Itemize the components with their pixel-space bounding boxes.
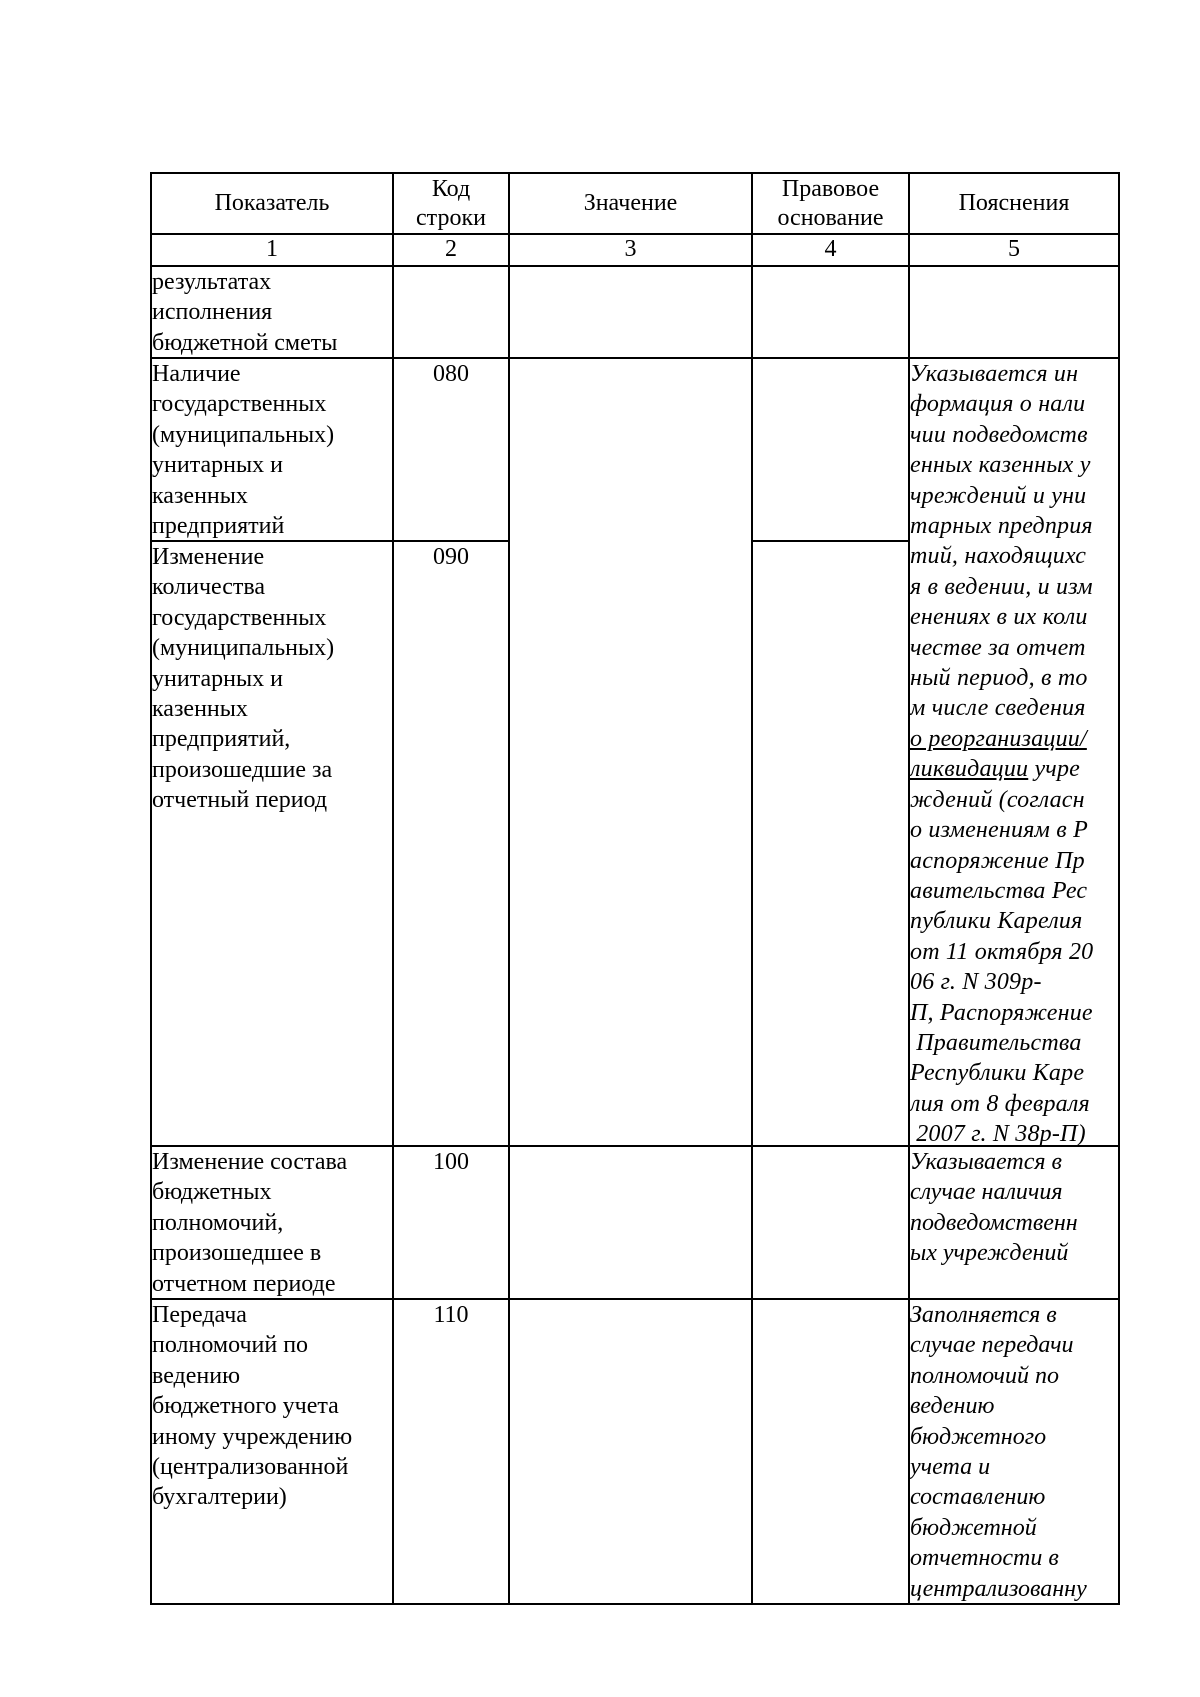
row100-indicator: Изменение состава бюджетных полномочий, произошедшее в отчетном периоде — [152, 1149, 348, 1297]
reorganization-link[interactable]: о реорганизации/ — [910, 725, 1087, 752]
row110-indicator: Передача полномочий по ведению бюджетного учета иному учреждению (централизованной бухгалтерии) — [152, 1302, 353, 1511]
column-number-2: 2 — [445, 236, 457, 262]
note-part1: Указывается ин формация о нали чии подведомств енных казенных у чреждений и уни тарных предприя тий, находящихс я в ведении, и изм енениях в их коли честве за отчет ный период, в то м числе сведения — [910, 361, 1093, 722]
column-number-5: 5 — [1008, 236, 1020, 262]
column-number-4: 4 — [824, 236, 837, 262]
row100-note: Указывается в случае наличия подведомственн ых учреждений — [910, 1149, 1078, 1267]
header-notes: Пояснения — [958, 190, 1070, 216]
note-after-link: учре — [1028, 756, 1081, 783]
row080-bottom-line-b — [751, 540, 910, 542]
row110-code: 110 — [433, 1302, 469, 1328]
header-legal-basis-line1: Правовое — [781, 176, 880, 202]
row090-indicator: Изменение количества государственных (муниципальных) унитарных и казенных предприятий, произошедшие за отчетный период — [152, 544, 335, 814]
row080-indicator: Наличие государственных (муниципальных) унитарных и казенных предприятий — [152, 361, 335, 540]
table-border-top — [150, 172, 1120, 174]
liquidation-link[interactable]: ликвидации — [910, 756, 1029, 783]
header-indicator: Показатель — [214, 190, 330, 216]
header-code-line1: Код — [431, 176, 471, 202]
column-number-3: 3 — [624, 236, 637, 262]
column-number-1: 1 — [266, 236, 278, 262]
row090-code: 090 — [433, 544, 469, 570]
row080-090-note — [910, 359, 1093, 1150]
note-part2: ждений (согласн о изменениям в Р аспоряжение Пр авительства Рес публики Карелия от 11 октября 20 06 г. N 309р- П, Распоряжение Правительства Республики Каре лия от 8 февраля 2007 г. N 38р-П) — [910, 786, 1094, 1148]
header-value: Значение — [583, 190, 678, 216]
row100-code: 100 — [433, 1149, 469, 1175]
table-border-right — [1118, 172, 1120, 1605]
header-legal-basis-line2: основание — [777, 205, 884, 231]
row0-indicator: результатах исполнения бюджетной сметы — [152, 269, 338, 356]
header-code-line2: строки — [416, 205, 486, 231]
col-divider-2 — [508, 172, 510, 1605]
report-table — [150, 172, 1120, 1605]
row080-code: 080 — [433, 361, 469, 387]
row110-note: Заполняется в случае передачи полномочий по ведению бюджетного учета и составлению бюджетной отчетности в централизованну — [910, 1302, 1087, 1602]
col-divider-3 — [751, 172, 753, 1605]
